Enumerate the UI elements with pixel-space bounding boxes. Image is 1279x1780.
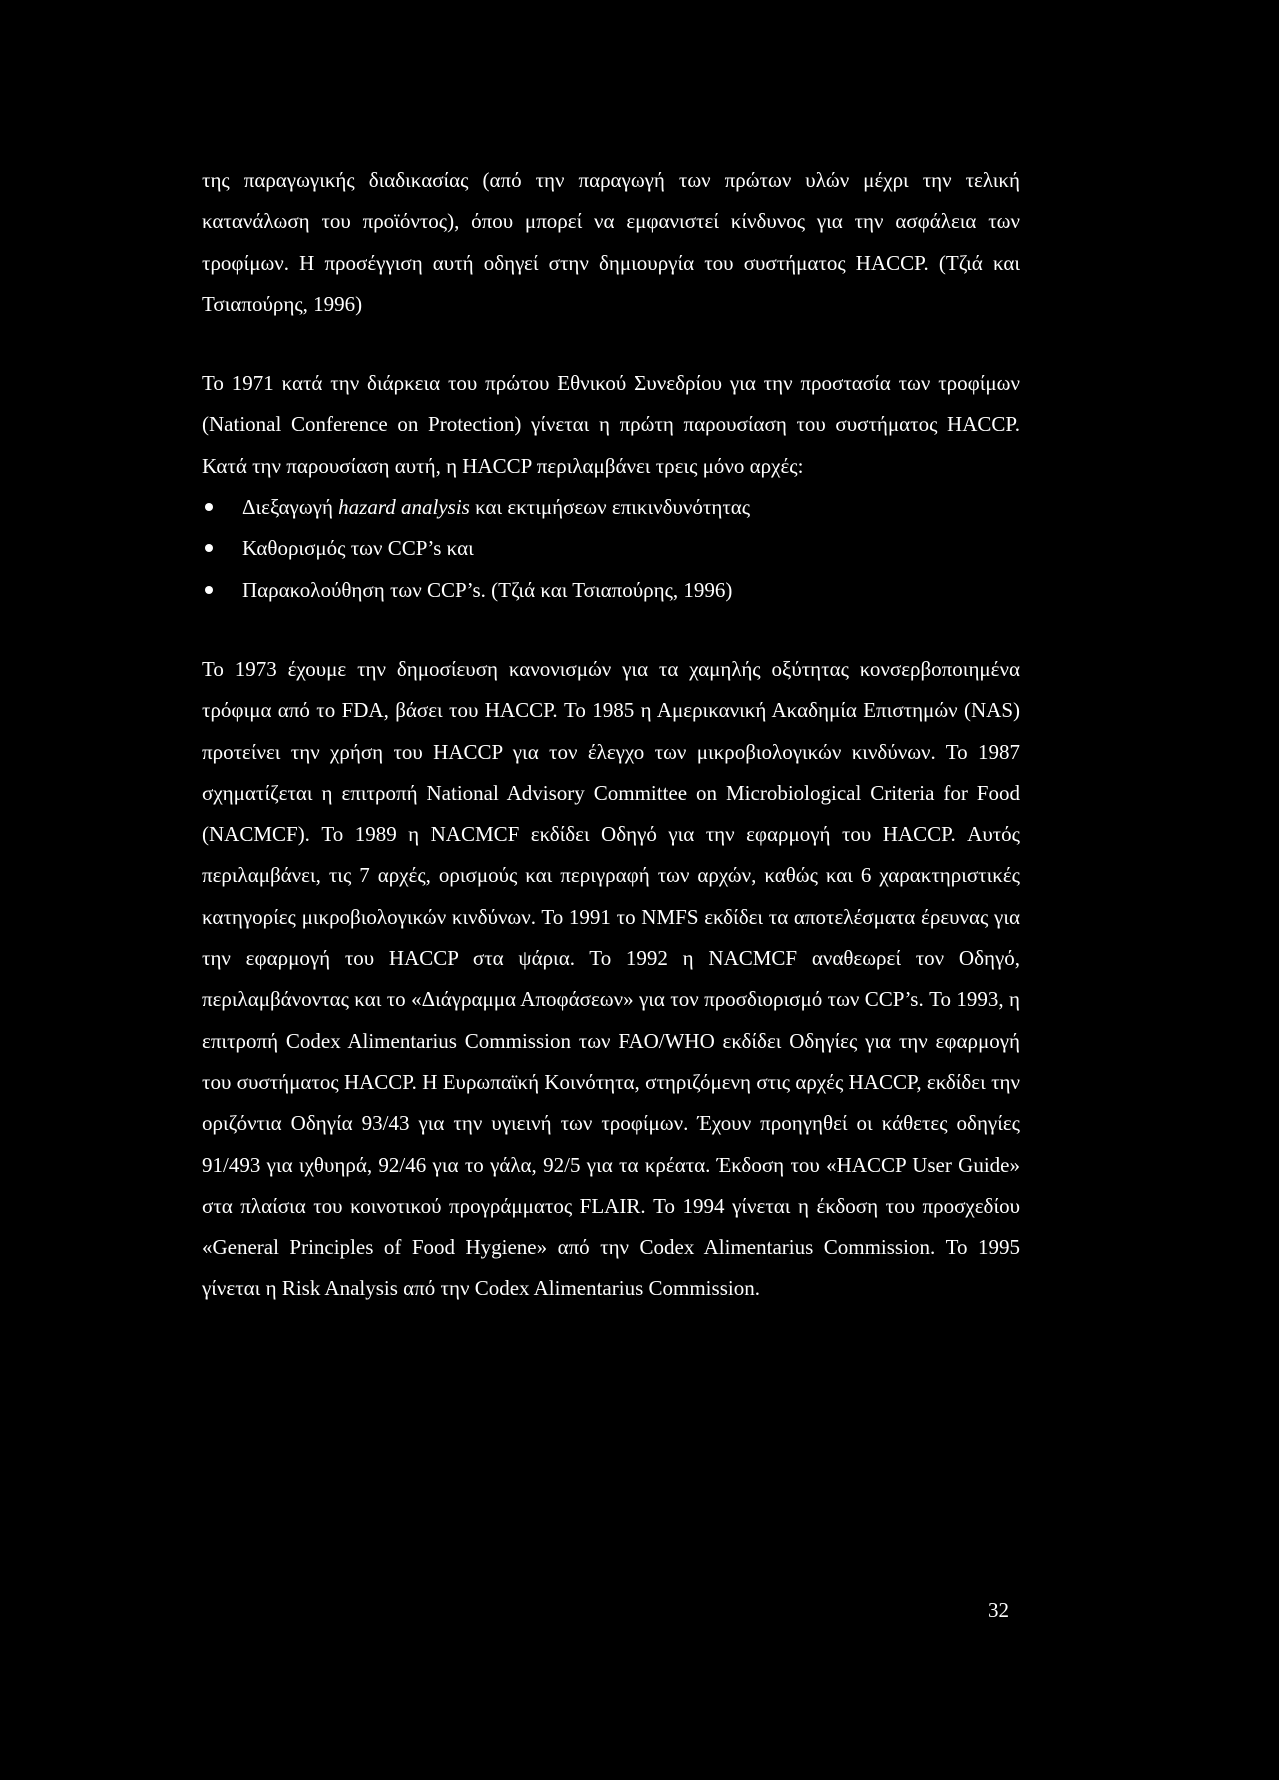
list-item-text-post: και εκτιμήσεων επικινδυνότητας — [469, 495, 751, 520]
paragraph-history: Το 1973 έχουμε την δημοσίευση κανονισμών για τα χαμηλής οξύτητας κονσερβοποιημένα τρόφιμα από το FDA, βάσει του HACCP. Το 1985 η Αμερικανική Ακαδημία Επιστημών (NAS) προτείνει την χρήση του HACCP για τον έλεγχο των μικροβιολογικών κινδύνων. Το 1987 σχηματίζεται η επιτροπή National Advisory Committee on Microbiological Criteria for Food (NACMCF). Το 1989 η NACMCF εκδίδει Οδηγό για την εφαρμογή του HACCP. Αυτός περιλαμβάνει, τις 7 αρχές, ορισμούς και περιγραφή των αρχών, καθώς και 6 χαρακτηριστικές κατηγορίες μικροβιολογικών κινδύνων. Το 1991 το NMFS εκδίδει τα αποτελέσματα έρευνας για την εφαρμογή του HACCP στα ψάρια. Το 1992 η NACMCF αναθεωρεί τον Οδηγό, περιλαμβάνοντας και το «Διάγραμμα Αποφάσεων» για τον προσδιορισμό των CCP’s. Το 1993, η επιτροπή Codex Alimentarius Commission των FAO/WHO εκδίδει Οδηγίες για την εφαρμογή του συστήματος HACCP. Η Ευρωπαϊκή Κοινότητα, στηριζόμενη στις αρχές HACCP, εκδίδει την οριζόντια Οδηγία 93/43 για την υγιεινή των τροφίμων. Έχουν προηγηθεί οι κάθετες οδηγίες 91/493 για ιχθυηρά, 92/46 για το γάλα, 92/5 για τα κρέατα. Έκδοση του «HACCP User Guide» στα πλαίσια του κοινοτικού προγράμματος FLAIR. Το 1994 γίνεται η έκδοση του προσχεδίου «General Principles of Food Hygiene» από την Codex Alimentarius Commission. Το 1995 γίνεται η Risk Analysis από την Codex Alimentarius Commission. — [202, 656, 1020, 1301]
list-item-text-italic: hazard analysis — [338, 495, 470, 520]
list-item — [202, 528, 1020, 569]
list-item-text: Καθορισμός των CCP’s και — [242, 536, 474, 561]
list-item-text-pre: Διεξαγωγή — [242, 495, 339, 520]
bullet-icon — [205, 503, 213, 511]
bullet-icon — [205, 544, 213, 552]
page-number: 32 — [988, 1598, 1009, 1622]
list-item — [202, 487, 1020, 528]
bullet-icon — [205, 586, 213, 594]
paragraph-1971: Το 1971 κατά την διάρκεια του πρώτου Εθνικού Συνεδρίου για την προστασία των τροφίμων (National Conference on Protection) γίνεται η πρώτη παρουσίαση του συστήματος HACCP. Κατά την παρουσίαση αυτή, η HACCP περιλαμβάνει τρεις μόνο αρχές: — [202, 371, 1020, 478]
list-item-text: Παρακολούθηση των CCP’s. (Τζιά και Τσιαπούρης, 1996) — [242, 577, 733, 602]
list-item — [202, 570, 1020, 611]
page-body — [202, 160, 1020, 1310]
paragraph-intro: της παραγωγικής διαδικασίας (από την παραγωγή των πρώτων υλών μέχρι την τελική κατανάλωση του προϊόντος), όπου μπορεί να εμφανιστεί κίνδυνος για την ασφάλεια των τροφίμων. Η προσέγγιση αυτή οδηγεί στην δημιουργία του συστήματος HACCP. (Τζιά και Τσιαπούρης, 1996) — [202, 168, 1020, 316]
principles-list — [202, 487, 1020, 611]
